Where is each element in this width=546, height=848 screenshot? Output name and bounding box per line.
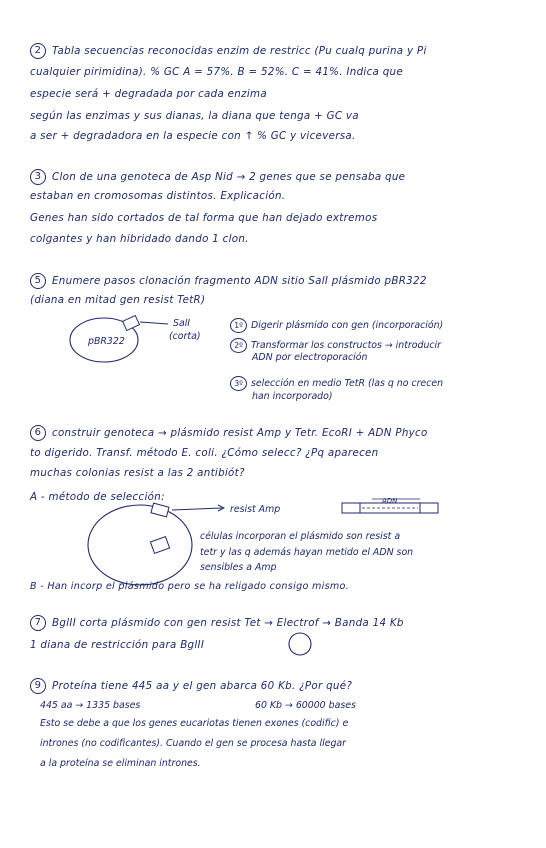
q3-line-2: estaban en cromosomas distintos. Explicación. xyxy=(30,190,286,202)
q5-step-1: 1º Digerir plásmido con gen (incorporación) xyxy=(230,318,443,333)
resist-amp-label: resist Amp xyxy=(230,504,281,515)
q3-line-1: 3 Clon de una genoteca de Asp Nid → 2 genes que se pensaba que xyxy=(30,169,528,185)
q6-cells-1: células incorporan el plásmido son resist a xyxy=(200,531,401,542)
q2-number: 2 xyxy=(30,43,46,59)
q9-line-5: a la proteína se eliminan intrones. xyxy=(40,758,201,769)
q5-step-2a: 2º Transformar los constructos → introducir xyxy=(230,338,441,353)
q6-line-2: to digerido. Transf. método E. coli. ¿Cómo selecc? ¿Pq aparecen xyxy=(30,447,379,459)
q5-line-2: (diana en mitad gen resist TetR) xyxy=(30,294,206,306)
q2-line-3: especie será + degradada por cada enzima xyxy=(30,88,267,100)
q5-step-3b: han incorporado) xyxy=(252,391,333,402)
q5-number: 5 xyxy=(30,273,46,289)
sali-cuts-label: (corta) xyxy=(169,331,201,342)
adn-label: ADN xyxy=(382,497,398,505)
q9-calc-kb: 60 Kb → 60000 bases xyxy=(255,700,356,711)
q7-line-2: 1 diana de restricción para BglII xyxy=(30,639,205,651)
sali-site-box xyxy=(123,316,140,331)
plasmid-label-pbr322: pBR322 xyxy=(88,336,125,347)
q6-number: 6 xyxy=(30,425,46,441)
q2-line-1: 2 Tabla secuencias reconocidas enzim de restricc (Pu cualq purina y Pi xyxy=(30,43,528,59)
q7-line-1: 7 BglII corta plásmido con gen resist Tet → Electrof → Banda 14 Kb xyxy=(30,615,528,631)
q9-line-3: Esto se debe a que los genes eucariotas tienen exones (codific) e xyxy=(40,718,349,729)
q3-line-4: colgantes y han hibridado dando 1 clon. xyxy=(30,233,249,245)
amp-gene-box xyxy=(151,503,169,517)
resist-amp-arrow xyxy=(172,508,222,510)
plasmid-q6-circle xyxy=(88,505,192,585)
q7-number: 7 xyxy=(30,615,46,631)
tet-gene-box xyxy=(150,537,169,554)
q2-line-4: según las enzimas y sus dianas, la diana que tenga + GC va xyxy=(30,110,359,122)
q6-line-1: 6 construir genoteca → plásmido resist Amp y Tetr. EcoRI + ADN Phyco xyxy=(30,425,528,441)
q9-calc-aa: 445 aa → 1335 bases xyxy=(40,700,141,711)
q5-step-2b: ADN por electroporación xyxy=(252,352,368,363)
q7-plasmid-circle xyxy=(289,633,311,655)
q3-number: 3 xyxy=(30,169,46,185)
q2-line-5: a ser + degradadora en la especie con ↑ % GC y viceversa. xyxy=(30,130,356,142)
q2-line-2: cualquier pirimidina). % GC A = 57%. B = 52%. C = 41%. Indica que xyxy=(30,66,404,78)
q6-method-b: B - Han incorp el plásmido pero se ha religado consigo mismo. xyxy=(30,581,350,592)
q5-step-3a: 3º selección en medio TetR (las q no crecen xyxy=(230,376,443,391)
q9-line-1: 9 Proteína tiene 445 aa y el gen abarca 60 Kb. ¿Por qué? xyxy=(30,678,528,694)
q6-method-a: A - método de selección: xyxy=(30,491,165,503)
q6-cells-3: sensibles a Amp xyxy=(200,562,277,573)
q9-number: 9 xyxy=(30,678,46,694)
sali-pointer-line xyxy=(140,322,168,324)
q6-line-3: muchas colonias resist a las 2 antibiót? xyxy=(30,467,245,479)
q6-cells-2: tetr y las q además hayan metido el ADN son xyxy=(200,547,414,558)
q3-line-3: Genes han sido cortados de tal forma que han dejado extremos xyxy=(30,212,378,224)
sali-site-label: SalI xyxy=(173,318,191,329)
q5-line-1: 5 Enumere pasos clonación fragmento ADN sitio SalI plásmido pBR322 xyxy=(30,273,528,289)
q9-line-4: intrones (no codificantes). Cuando el gen se procesa hasta llegar xyxy=(40,738,347,749)
